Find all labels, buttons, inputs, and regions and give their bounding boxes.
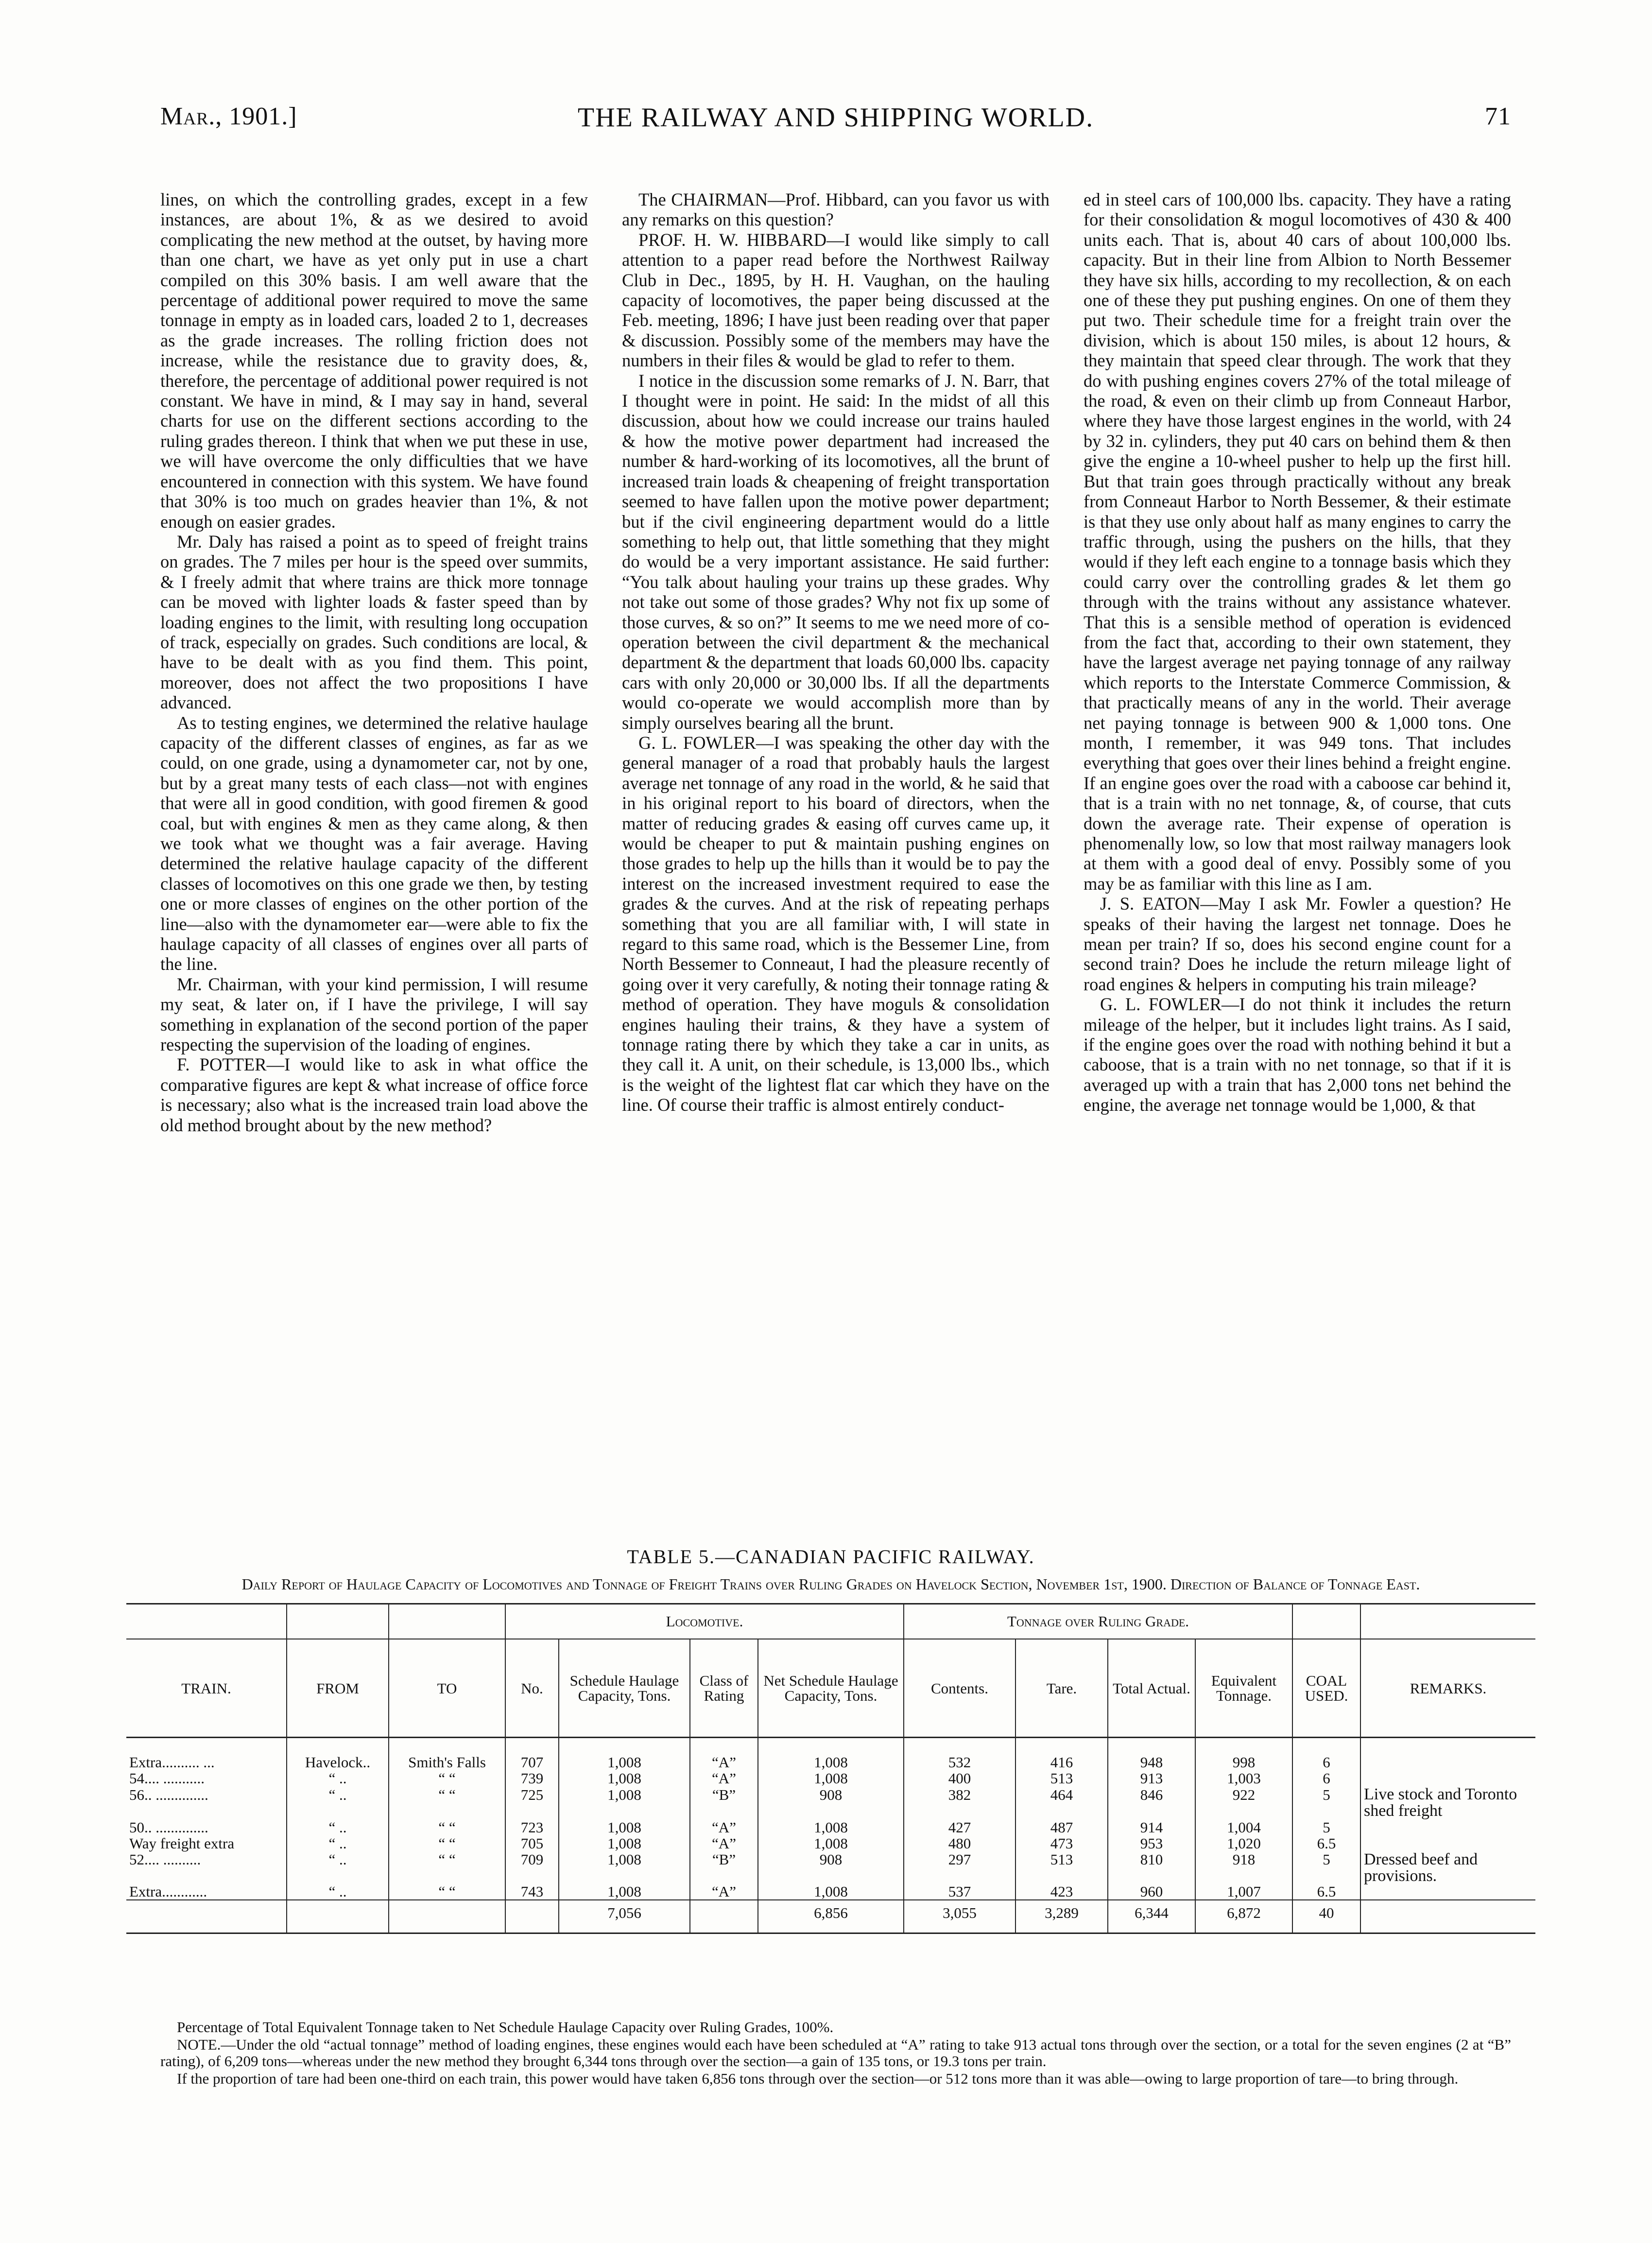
note-tare-proportion: If the proportion of tare had been one-third on each train, this power would have taken 6,856 tons through over the section—or 512 tons more than it was able—owing to large proportion of tare—to bring through. <box>177 2070 1459 2087</box>
paragraph: G. L. FOWLER—I was speaking the other day with the general manager of a road that probably hauls the largest average net tonnage of any road in the world, & he said that in his original report to his board of directors, when the matter of reducing grades & easing off curves came up, it would be cheaper to put & maintain pushing engines on those grades to help up the hills than it would be to pay the interest on the increased investment required to ease the grades & the curves. And at the risk of repeating perhaps something that you are all familiar with, I will state in regard to this same road, which is the Bessemer Line, from North Bessemer to Conneaut, I had the pleasure recently of going over it very carefully, & noting their tonnage rating & method of operation. They have moguls & consolidation engines hauling their trains, & they have a system of tonnage rating there by which they take a car in units, as they call it. A unit, on their schedule, is 13,000 lbs., which is the weight of the lightest flat car which they have on the line. Of course their traffic is almost entirely conduct- <box>622 732 1050 1115</box>
text-column-3 <box>1084 190 1511 1540</box>
total-cell: 914 <box>1108 1819 1195 1835</box>
article-body <box>160 190 1511 1540</box>
from-header: FROM <box>287 1639 389 1738</box>
class-cell: “A” <box>690 1754 758 1770</box>
number-cell: 705 <box>505 1835 559 1851</box>
contents-header: Contents. <box>904 1639 1015 1738</box>
from-cell: Havelock.. <box>287 1754 389 1770</box>
blank-header <box>389 1604 505 1639</box>
coal-used-header: COAL USED. <box>1292 1639 1360 1738</box>
issue-date: Mar., 1901.] <box>160 103 297 130</box>
from-cell: “ .. <box>287 1851 389 1867</box>
remarks-cell <box>1360 1770 1535 1786</box>
class-rating-header: Class of Rating <box>690 1639 758 1738</box>
from-cell: “ .. <box>287 1819 389 1835</box>
tare-cell: 416 <box>1015 1754 1108 1770</box>
class-cell: “A” <box>690 1835 758 1851</box>
number-cell: 707 <box>505 1754 559 1770</box>
equivalent-cell: 918 <box>1195 1851 1292 1867</box>
equivalent-cell: 1,007 <box>1195 1883 1292 1900</box>
contents-cell: 537 <box>904 1883 1015 1900</box>
from-cell: “ .. <box>287 1883 389 1900</box>
remarks-cell <box>1360 1754 1535 1770</box>
paragraph: Mr. Chairman, with your kind permission, I will resume my seat, & later on, if I have the privilege, I will say something in explanation of the second portion of the paper respecting the supervision of the loading of engines. <box>160 974 588 1055</box>
tare-cell: 464 <box>1015 1786 1108 1803</box>
number-cell: 709 <box>505 1851 559 1867</box>
note-actual-tonnage: NOTE.—Under the old “actual tonnage” method of loading engines, these engines would each have been scheduled at “A” rating to take 913 actual tons through over the section, or a total for the seven engines (2 at “B” rating), of 6,209 tons—whereas under the new method they brought 6,344 tons through over the section—a gain of 135 tons, or 19.3 tons per train. <box>160 2036 1511 2070</box>
coal-cell: 5 <box>1292 1851 1360 1867</box>
coal-cell: 5 <box>1292 1786 1360 1803</box>
remarks-cell <box>1360 1835 1535 1851</box>
paragraph: PROF. H. W. HIBBARD—I would like simply to call attention to a paper read before the Northwest Railway Club in Dec., 1895, by H. H. Vaughan, on the hauling capacity of locomotives, the paper being discussed at the Feb. meeting, 1896; I have just been reading over that paper & discussion. Possibly some of the members may have the numbers in their files & would be glad to refer to them. <box>622 229 1050 371</box>
class-cell: “B” <box>690 1786 758 1803</box>
net-cell: 908 <box>758 1851 904 1867</box>
blank-header <box>287 1604 389 1639</box>
table-row <box>126 1883 1535 1900</box>
page-number: 71 <box>1485 103 1511 130</box>
equivalent-cell: 1,003 <box>1195 1770 1292 1786</box>
paragraph: As to testing engines, we determined the relative haulage capacity of the different classes of engines, as far as we could, on one grade, using a dynamometer car, not by one, but by a great many tests of each class—not with engines that were all in good condition, with good firemen & good coal, but with engines & men as they came along, & then we took what we thought was a fair average. Having determined the relative haulage capacity of the different classes of locomotives on this one grade we then, by testing one or more classes of engines on the other portion of the line—also with the dynamometer ear—were able to fix the haulage capacity of all classes of engines over all parts of the line. <box>160 712 588 974</box>
net-cell: 1,008 <box>758 1754 904 1770</box>
paragraph: J. S. EATON—May I ask Mr. Fowler a question? He speaks of their having the largest net tonnage. Does he mean per train? If so, does his second engine count for a second train? Does he include the return mileage light of road engines & helpers in computing his train mileage? <box>1084 894 1511 994</box>
from-cell: “ .. <box>287 1770 389 1786</box>
to-cell: Smith's Falls <box>389 1754 505 1770</box>
number-header: No. <box>505 1639 559 1738</box>
equivalent-cell: 922 <box>1195 1786 1292 1803</box>
schedule-cell: 1,008 <box>559 1770 690 1786</box>
tare-cell: 513 <box>1015 1851 1108 1867</box>
number-cell: 743 <box>505 1883 559 1900</box>
table-row <box>126 1851 1535 1867</box>
blank-header <box>1292 1604 1360 1639</box>
class-cell: “A” <box>690 1819 758 1835</box>
total-cell: 948 <box>1108 1754 1195 1770</box>
equivalent-cell: 1,004 <box>1195 1819 1292 1835</box>
total-tare-cell: 3,289 <box>1015 1900 1108 1925</box>
total-actual-cell: 6,344 <box>1108 1900 1195 1925</box>
schedule-cell: 1,008 <box>559 1883 690 1900</box>
coal-cell: 6 <box>1292 1754 1360 1770</box>
train-cell: Extra............ <box>129 1883 207 1900</box>
publication-title: THE RAILWAY AND SHIPPING WORLD. <box>577 103 1094 133</box>
to-header: TO <box>389 1639 505 1738</box>
train-cell: Way freight extra <box>129 1835 235 1852</box>
blank-header <box>1360 1604 1535 1639</box>
net-schedule-header: Net Schedule Haulage Capacity, Tons. <box>758 1639 904 1738</box>
schedule-cell: 1,008 <box>559 1786 690 1803</box>
to-cell: “ “ <box>389 1883 505 1900</box>
total-cell: 960 <box>1108 1883 1195 1900</box>
total-schedule-cell: 7,056 <box>559 1900 690 1925</box>
to-cell: “ “ <box>389 1835 505 1851</box>
note-percentage: Percentage of Total Equivalent Tonnage taken to Net Schedule Haulage Capacity over Ruling Grades, 100%. <box>177 2019 834 2036</box>
contents-cell: 480 <box>904 1835 1015 1851</box>
total-equivalent-cell: 6,872 <box>1195 1900 1292 1925</box>
coal-cell: 6.5 <box>1292 1883 1360 1900</box>
total-contents-cell: 3,055 <box>904 1900 1015 1925</box>
equivalent-tonnage-header: Equivalent Tonnage. <box>1195 1639 1292 1738</box>
to-cell: “ “ <box>389 1786 505 1803</box>
text-column-2 <box>622 190 1050 1540</box>
total-cell: 810 <box>1108 1851 1195 1867</box>
equivalent-cell: 998 <box>1195 1754 1292 1770</box>
page-header <box>160 102 1511 136</box>
schedule-cell: 1,008 <box>559 1754 690 1770</box>
contents-cell: 400 <box>904 1770 1015 1786</box>
coal-cell: 6 <box>1292 1770 1360 1786</box>
coal-cell: 6.5 <box>1292 1835 1360 1851</box>
equivalent-cell: 1,020 <box>1195 1835 1292 1851</box>
class-cell: “B” <box>690 1851 758 1867</box>
remarks-cell: Dressed beef and provisions. <box>1360 1851 1535 1900</box>
from-cell: “ .. <box>287 1786 389 1803</box>
paragraph: The CHAIRMAN—Prof. Hibbard, can you favor us with any remarks on this question? <box>622 190 1050 230</box>
class-cell: “A” <box>690 1883 758 1900</box>
paragraph: G. L. FOWLER—I do not think it includes the return mileage of the helper, but it includes light trains. As I said, if the engine goes over the road with nothing behind it but a caboose, that is a train with no net tonnage, so that if it is averaged up with a train that has 2,000 tons net behind the engine, the average net tonnage would be 1,000, & that <box>1084 994 1511 1115</box>
to-cell: “ “ <box>389 1770 505 1786</box>
from-cell: “ .. <box>287 1835 389 1851</box>
text-column-1 <box>160 190 588 1540</box>
table-row <box>126 1770 1535 1786</box>
net-cell: 1,008 <box>758 1883 904 1900</box>
paragraph: F. POTTER—I would like to ask in what office the comparative figures are kept & what increase of office force is necessary; also what is the increased train load above the old method brought about by the new method? <box>160 1054 588 1135</box>
total-coal-cell: 40 <box>1292 1900 1360 1925</box>
paragraph: Mr. Daly has raised a point as to speed of freight trains on grades. The 7 miles per hour is the speed over summits, & I freely admit that where trains are thick more tonnage can be moved with lighter loads & faster speed than by loading engines to the limit, with resulting long occupation of track, especially on grades. Such conditions are local, & have to be dealt with as you find them. This point, moreover, does not affect the two propositions I have advanced. <box>160 531 588 713</box>
number-cell: 723 <box>505 1819 559 1835</box>
schedule-cell: 1,008 <box>559 1835 690 1851</box>
table-row <box>126 1754 1535 1770</box>
total-cell: 953 <box>1108 1835 1195 1851</box>
table-row <box>126 1835 1535 1851</box>
remarks-cell <box>1360 1819 1535 1835</box>
table-notes <box>160 2019 1511 2088</box>
table-title: TABLE 5.—CANADIAN PACIFIC RAILWAY. <box>627 1546 1035 1568</box>
paragraph: lines, on which the controlling grades, except in a few instances, are about 1%, & as we desired to avoid complicating the new method at the outset, by having more than one chart, we have as yet only put in use a chart compiled on this 30% basis. I am well aware that the percentage of additional power required to move the same tonnage in empty as in loaded cars, loaded 2 to 1, decreases as the grade increases. The rolling friction does not increase, while the resistance due to gravity does, &, therefore, the percentage of additional power required is not constant. We have in mind, & I may say in hand, several charts for use on the different sections according to the ruling grades thereon. I think that when we put these in use, we will have overcome the only difficulties that we have encountered in connection with this system. We have found that 30% is too much on grades heavier than 1%, & not enough on easier grades. <box>160 190 588 532</box>
total-actual-header: Total Actual. <box>1108 1639 1195 1738</box>
tare-cell: 423 <box>1015 1883 1108 1900</box>
number-cell: 739 <box>505 1770 559 1786</box>
train-cell: 54.... ........... <box>129 1770 205 1787</box>
coal-cell: 5 <box>1292 1819 1360 1835</box>
contents-cell: 532 <box>904 1754 1015 1770</box>
net-cell: 1,008 <box>758 1819 904 1835</box>
total-cell: 846 <box>1108 1786 1195 1803</box>
class-cell: “A” <box>690 1770 758 1786</box>
tare-cell: 487 <box>1015 1819 1108 1835</box>
table-subtitle: Daily Report of Haulage Capacity of Locomotives and Tonnage of Freight Trains over Ruling Grades on Havelock Section, November 1st, 1900. Direction of Balance of Tonnage East. <box>241 1575 1420 1593</box>
train-cell: Extra.......... ... <box>129 1754 215 1771</box>
tare-cell: 513 <box>1015 1770 1108 1786</box>
contents-cell: 297 <box>904 1851 1015 1867</box>
to-cell: “ “ <box>389 1819 505 1835</box>
paragraph: ed in steel cars of 100,000 lbs. capacity. They have a rating for their consolidation & mogul locomotives of 430 & 400 units each. That is, about 40 cars of about 100,000 lbs. capacity. But in their line from Albion to North Bessemer they have six hills, according to my recollection, & on each one of these they put pushing engines. On one of them they put two. Their schedule time for a freight train over the division, which is about 150 miles, is about 12 hours, & they maintain that speed clear through. The work that they do with pushing engines covers 27% of the total mileage of the road, & even on their climb up from Conneaut Harbor, where they have those largest engines in the world, with 24 by 32 in. cylinders, they put 40 cars on behind them & then give the engine a 10-wheel pusher to help up the first hill. But that train goes through practically without any break from Conneaut Harbor to North Bessemer, & their estimate is that they use only about half as many engines to carry the traffic through, using the pushers on the hills, that they would if they left each engine to a tonnage basis which they could carry over the controlling grades & let them go through with the trains without any assistance whatever. That this is a sensible method of operation is evidenced from the fact that, according to their own statement, they have the largest average net paying tonnage of any railway which reports to the Interstate Commerce Commission, & that practically means of any in the world. Their average net paying tonnage is between 900 & 1,000 tons. One month, I remember, it was 949 tons. That includes everything that goes over their lines behind a freight engine. If an engine goes over the road with a caboose car behind it, that is a train with no net tonnage, &, of course, that cuts down the average rate. Their expense of operation is phenomenally low, so low that most railway managers look at them with a good deal of envy. Possibly some of you may be as familiar with this line as I am. <box>1084 190 1511 894</box>
net-cell: 1,008 <box>758 1835 904 1851</box>
net-cell: 908 <box>758 1786 904 1803</box>
table-row <box>126 1786 1535 1803</box>
tare-cell: 473 <box>1015 1835 1108 1851</box>
totals-row <box>126 1900 1535 1925</box>
table-row <box>126 1819 1535 1835</box>
tonnage-group-header: Tonnage over Ruling Grade. <box>904 1604 1292 1639</box>
paragraph: I notice in the discussion some remarks of J. N. Barr, that I thought were in point. He said: In the midst of all this discussion, about how we could increase our trains hauled & how the motive power department had increased the number & hard-working of its locomotives, all the brunt of increased train loads & cheapening of freight transportation seemed to have fallen upon the motive power department; but if the civil engineering department would do a little something to help out, that little something that they might do would be a very important assistance. He said further: “You talk about hauling your trains up these grades. Why not take out some of those grades? Why not fix up some of those curves, & so on?” It seems to me we need more of co-operation between the civil department & the mechanical department & the department that loads 60,000 lbs. capacity cars with only 20,000 or 30,000 lbs. If all the departments would co-operate we would accomplish more than by simply ourselves bearing all the brunt. <box>622 370 1050 733</box>
schedule-capacity-header: Schedule Haulage Capacity, Tons. <box>559 1639 690 1738</box>
contents-cell: 382 <box>904 1786 1015 1803</box>
train-cell: 52.... .......... <box>129 1851 201 1868</box>
total-cell: 913 <box>1108 1770 1195 1786</box>
contents-cell: 427 <box>904 1819 1015 1835</box>
schedule-cell: 1,008 <box>559 1851 690 1867</box>
to-cell: “ “ <box>389 1851 505 1867</box>
number-cell: 725 <box>505 1786 559 1803</box>
schedule-cell: 1,008 <box>559 1819 690 1835</box>
remarks-cell: Live stock and Toronto shed freight <box>1360 1786 1535 1819</box>
haulage-table-section <box>126 1545 1535 1934</box>
net-cell: 1,008 <box>758 1770 904 1786</box>
haulage-table <box>126 1603 1535 1934</box>
blank-header <box>126 1604 287 1639</box>
tare-header: Tare. <box>1015 1639 1108 1738</box>
locomotive-group-header: Locomotive. <box>505 1604 904 1639</box>
train-header: TRAIN. <box>126 1639 287 1738</box>
remarks-header: REMARKS. <box>1360 1639 1535 1738</box>
train-cell: 50.. .............. <box>129 1819 208 1836</box>
total-net-cell: 6,856 <box>758 1900 904 1925</box>
train-cell: 56.. .............. <box>129 1786 208 1803</box>
